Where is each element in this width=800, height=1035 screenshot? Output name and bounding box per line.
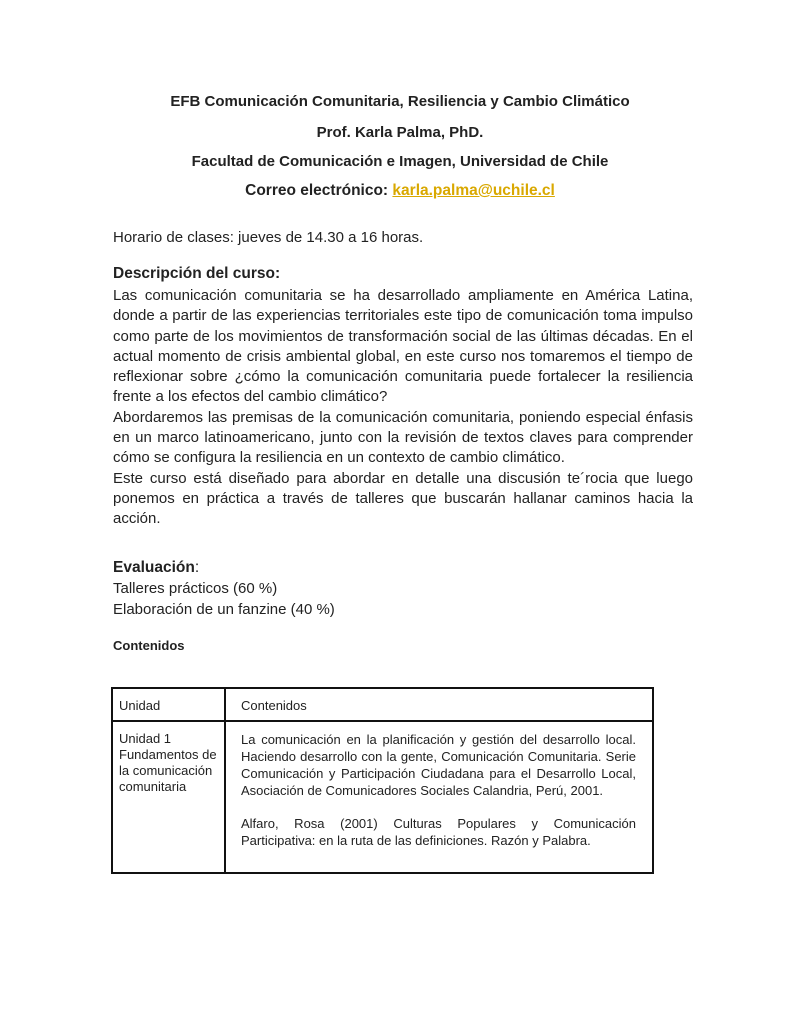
class-schedule: Horario de clases: jueves de 14.30 a 16 horas. (113, 229, 424, 246)
description-title: Descripción del curso: (113, 265, 281, 282)
evaluation-title-colon: : (194, 559, 200, 576)
evaluation-title-text: Evaluación (113, 559, 195, 576)
email-link[interactable]: karla.palma@uchile.cl (392, 182, 555, 199)
email-line (0, 182, 800, 200)
course-title: EFB Comunicación Comunitaria, Resiliencia y Cambio Climático (170, 93, 630, 110)
contents-title: Contenidos (113, 638, 185, 653)
faculty-name: Facultad de Comunicación e Imagen, Universidad de Chile (191, 153, 609, 170)
evaluation-item: Elaboración de un fanzine (40 %) (113, 601, 335, 618)
header-unit: Unidad (119, 698, 161, 713)
table-cell (225, 721, 653, 873)
description-paragraph: Este curso está diseñado para abordar en detalle una discusión te´rocia que luego ponemos en práctica a través de talleres que buscarán hallanar caminos hacia la acción. (113, 469, 693, 528)
contents-table (111, 687, 654, 874)
evaluation-title (113, 559, 199, 577)
evaluation-item: Talleres prácticos (60 %) (113, 580, 278, 597)
reference-entry: La comunicación en la planificación y gestión del desarrollo local. Haciendo desarrollo con la gente, Comunicación Comunitaria. Serie Comunicación y Participación Ciudadana para el Desarrollo Local, Asociación de Comunicadores Sociales Calandria, Perú, 2001. (241, 732, 636, 798)
table-cell (112, 721, 225, 873)
header-contents: Contenidos (241, 698, 307, 713)
description-paragraph: Las comunicación comunitaria se ha desarrollado ampliamente en América Latina, donde a partir de las experiencias territoriales este tipo de comunicación toma impulso como parte de los movimientos de transformación social de las últimas décadas. En el actual momento de crisis ambiental global, en este curso nos tomaremos el tiempo de reflexionar sobre ¿cómo la comunicación comunitaria puede fortalecer la resiliencia frente a los efectos del cambio climático? (113, 287, 693, 406)
description-paragraph: Abordaremos las premisas de la comunicación comunitaria, poniendo especial énfasis en un marco latinoamericano, junto con la revisión de textos claves para comprender cómo se configura la resiliencia en un contexto de cambio climático. (113, 408, 693, 467)
unit-name: Unidad 1 Fundamentos de la comunicación comunitaria (119, 731, 217, 794)
table-header-row (112, 688, 653, 721)
reference-entry: Alfaro, Rosa (2001) Culturas Populares y Comunicación Participativa: en la ruta de las definiciones. Razón y Palabra. (241, 816, 636, 848)
professor-name: Prof. Karla Palma, PhD. (316, 124, 484, 141)
email-label: Correo electrónico: (245, 182, 389, 199)
description-body (113, 286, 693, 530)
unit-references (226, 722, 652, 849)
table-header-cell (112, 688, 225, 721)
table-header-cell (225, 688, 653, 721)
table-row (112, 721, 653, 873)
